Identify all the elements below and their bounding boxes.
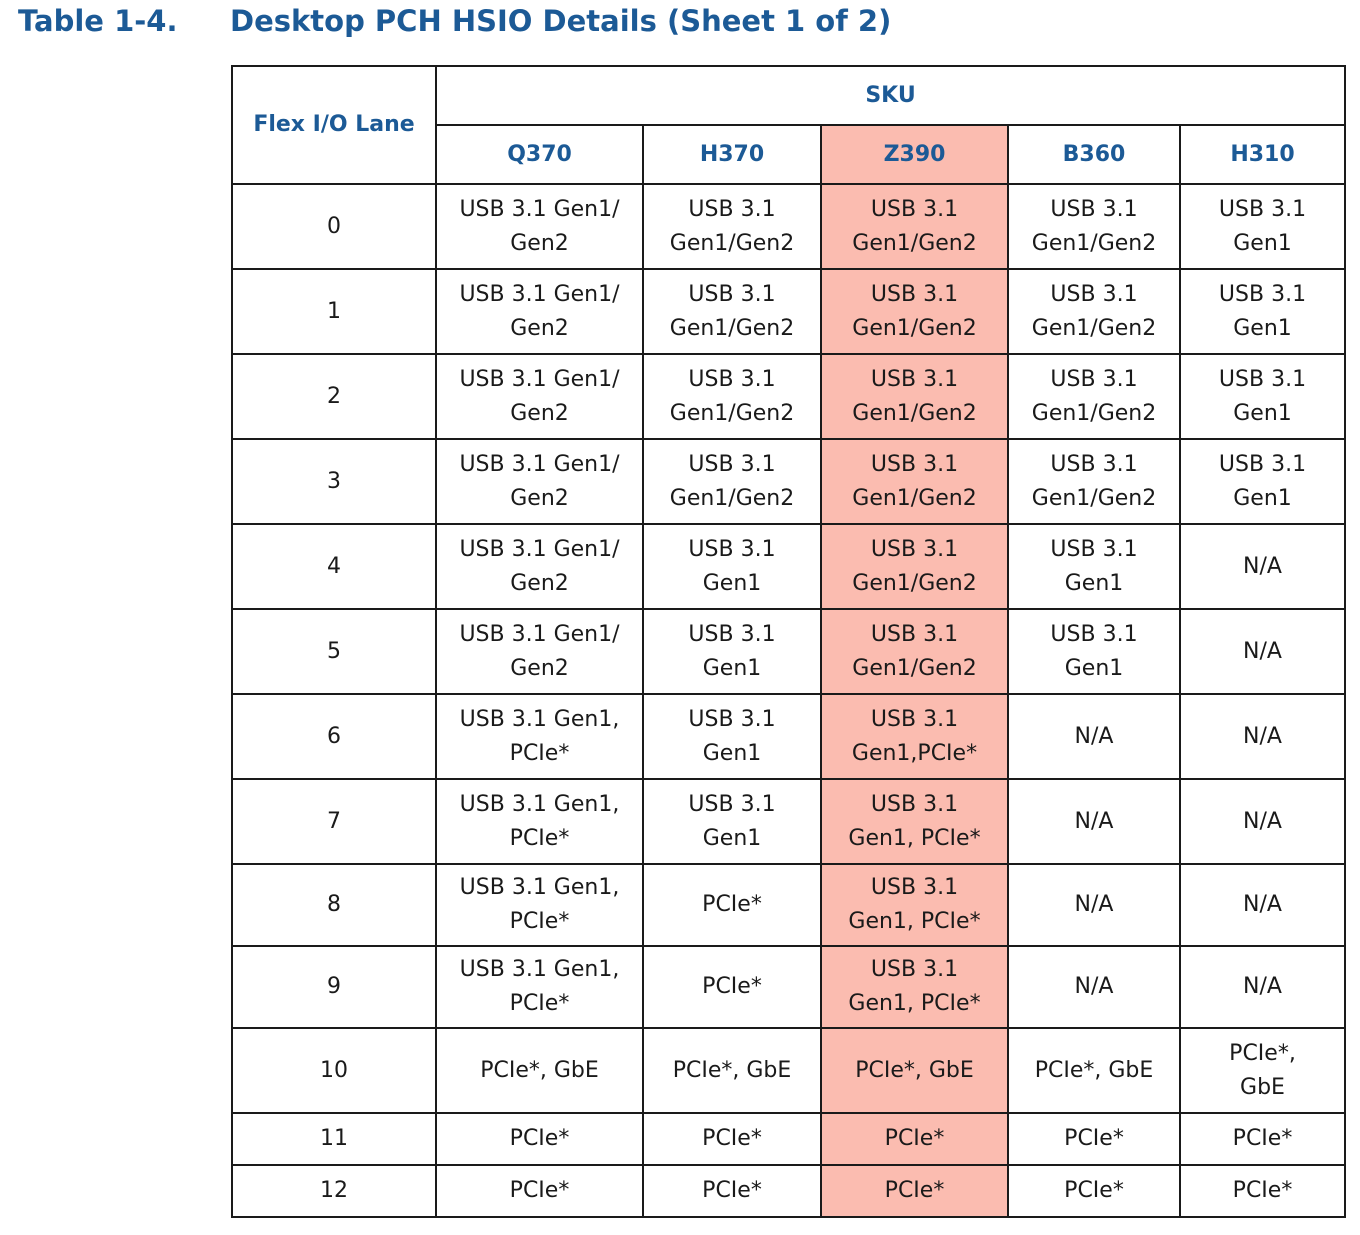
cell-h310: N/A <box>1180 609 1345 694</box>
cell-q370: USB 3.1 Gen1/ Gen2 <box>436 269 643 354</box>
table-header <box>232 66 1345 184</box>
lane-number-cell: 8 <box>232 864 436 946</box>
lane-number-cell: 1 <box>232 269 436 354</box>
table-caption <box>18 4 891 38</box>
cell-z390: USB 3.1 Gen1/Gen2 <box>821 354 1008 439</box>
table-row <box>232 946 1345 1028</box>
cell-b360: USB 3.1 Gen1 <box>1008 524 1180 609</box>
cell-z390: USB 3.1 Gen1/Gen2 <box>821 439 1008 524</box>
cell-z390: USB 3.1 Gen1/Gen2 <box>821 524 1008 609</box>
cell-h310: N/A <box>1180 524 1345 609</box>
cell-b360: PCIe* <box>1008 1113 1180 1165</box>
cell-q370: USB 3.1 Gen1, PCIe* <box>436 864 643 946</box>
cell-z390: USB 3.1 Gen1/Gen2 <box>821 269 1008 354</box>
cell-q370: USB 3.1 Gen1/ Gen2 <box>436 524 643 609</box>
cell-q370: USB 3.1 Gen1/ Gen2 <box>436 184 643 269</box>
cell-h310: N/A <box>1180 946 1345 1028</box>
cell-q370: USB 3.1 Gen1, PCIe* <box>436 946 643 1028</box>
cell-b360: N/A <box>1008 864 1180 946</box>
header-sku: SKU <box>436 66 1345 125</box>
header-q370: Q370 <box>436 125 643 184</box>
cell-h370: USB 3.1 Gen1/Gen2 <box>643 184 821 269</box>
cell-h370: USB 3.1 Gen1/Gen2 <box>643 354 821 439</box>
cell-b360: PCIe* <box>1008 1165 1180 1217</box>
table-row <box>232 1113 1345 1165</box>
cell-q370: USB 3.1 Gen1, PCIe* <box>436 694 643 779</box>
cell-b360: USB 3.1 Gen1/Gen2 <box>1008 269 1180 354</box>
cell-h310: N/A <box>1180 779 1345 864</box>
lane-number-cell: 7 <box>232 779 436 864</box>
cell-z390: USB 3.1 Gen1/Gen2 <box>821 184 1008 269</box>
cell-z390: USB 3.1 Gen1,PCIe* <box>821 694 1008 779</box>
cell-h370: USB 3.1 Gen1/Gen2 <box>643 269 821 354</box>
cell-b360: USB 3.1 Gen1/Gen2 <box>1008 439 1180 524</box>
cell-h310: PCIe*, GbE <box>1180 1028 1345 1113</box>
cell-h310: USB 3.1 Gen1 <box>1180 269 1345 354</box>
cell-z390: USB 3.1 Gen1/Gen2 <box>821 609 1008 694</box>
header-h370: H370 <box>643 125 821 184</box>
cell-h370: USB 3.1 Gen1 <box>643 524 821 609</box>
cell-h310: N/A <box>1180 864 1345 946</box>
lane-number-cell: 3 <box>232 439 436 524</box>
cell-h370: PCIe* <box>643 864 821 946</box>
lane-number-cell: 2 <box>232 354 436 439</box>
lane-number-cell: 4 <box>232 524 436 609</box>
cell-b360: N/A <box>1008 779 1180 864</box>
cell-q370: USB 3.1 Gen1, PCIe* <box>436 779 643 864</box>
cell-b360: USB 3.1 Gen1/Gen2 <box>1008 354 1180 439</box>
lane-number-cell: 9 <box>232 946 436 1028</box>
header-z390: Z390 <box>821 125 1008 184</box>
cell-h310: N/A <box>1180 694 1345 779</box>
cell-q370: USB 3.1 Gen1/ Gen2 <box>436 439 643 524</box>
lane-number-cell: 12 <box>232 1165 436 1217</box>
table-title: Desktop PCH HSIO Details (Sheet 1 of 2) <box>230 4 892 38</box>
table-row <box>232 184 1345 269</box>
table-row <box>232 779 1345 864</box>
cell-h370: USB 3.1 Gen1/Gen2 <box>643 439 821 524</box>
cell-h370: PCIe* <box>643 1165 821 1217</box>
lane-number-cell: 6 <box>232 694 436 779</box>
table-row <box>232 524 1345 609</box>
cell-h370: USB 3.1 Gen1 <box>643 779 821 864</box>
lane-number-cell: 5 <box>232 609 436 694</box>
cell-z390: PCIe* <box>821 1165 1008 1217</box>
cell-q370: USB 3.1 Gen1/ Gen2 <box>436 354 643 439</box>
cell-b360: USB 3.1 Gen1 <box>1008 609 1180 694</box>
cell-q370: PCIe*, GbE <box>436 1028 643 1113</box>
cell-q370: PCIe* <box>436 1165 643 1217</box>
table-body <box>232 184 1345 1217</box>
cell-z390: PCIe*, GbE <box>821 1028 1008 1113</box>
cell-h370: PCIe*, GbE <box>643 1028 821 1113</box>
cell-h310: PCIe* <box>1180 1113 1345 1165</box>
cell-h370: USB 3.1 Gen1 <box>643 694 821 779</box>
cell-z390: PCIe* <box>821 1113 1008 1165</box>
table-row <box>232 1165 1345 1217</box>
cell-b360: USB 3.1 Gen1/Gen2 <box>1008 184 1180 269</box>
cell-h310: USB 3.1 Gen1 <box>1180 439 1345 524</box>
table-number: Table 1-4. <box>18 4 178 38</box>
table-row <box>232 864 1345 946</box>
lane-number-cell: 10 <box>232 1028 436 1113</box>
cell-b360: N/A <box>1008 946 1180 1028</box>
cell-h370: USB 3.1 Gen1 <box>643 609 821 694</box>
header-h310: H310 <box>1180 125 1345 184</box>
cell-h310: USB 3.1 Gen1 <box>1180 184 1345 269</box>
cell-b360: N/A <box>1008 694 1180 779</box>
table-row <box>232 609 1345 694</box>
table-row <box>232 269 1345 354</box>
cell-h370: PCIe* <box>643 1113 821 1165</box>
cell-z390: USB 3.1 Gen1, PCIe* <box>821 946 1008 1028</box>
cell-b360: PCIe*, GbE <box>1008 1028 1180 1113</box>
cell-h310: USB 3.1 Gen1 <box>1180 354 1345 439</box>
cell-h370: PCIe* <box>643 946 821 1028</box>
cell-h310: PCIe* <box>1180 1165 1345 1217</box>
cell-q370: USB 3.1 Gen1/ Gen2 <box>436 609 643 694</box>
table-row <box>232 694 1345 779</box>
header-b360: B360 <box>1008 125 1180 184</box>
header-flex-io-lane: Flex I/O Lane <box>232 66 436 184</box>
lane-number-cell: 0 <box>232 184 436 269</box>
hsio-table <box>231 65 1346 1218</box>
table-row <box>232 354 1345 439</box>
cell-z390: USB 3.1 Gen1, PCIe* <box>821 864 1008 946</box>
table-row <box>232 1028 1345 1113</box>
table-row <box>232 439 1345 524</box>
cell-q370: PCIe* <box>436 1113 643 1165</box>
cell-z390: USB 3.1 Gen1, PCIe* <box>821 779 1008 864</box>
lane-number-cell: 11 <box>232 1113 436 1165</box>
